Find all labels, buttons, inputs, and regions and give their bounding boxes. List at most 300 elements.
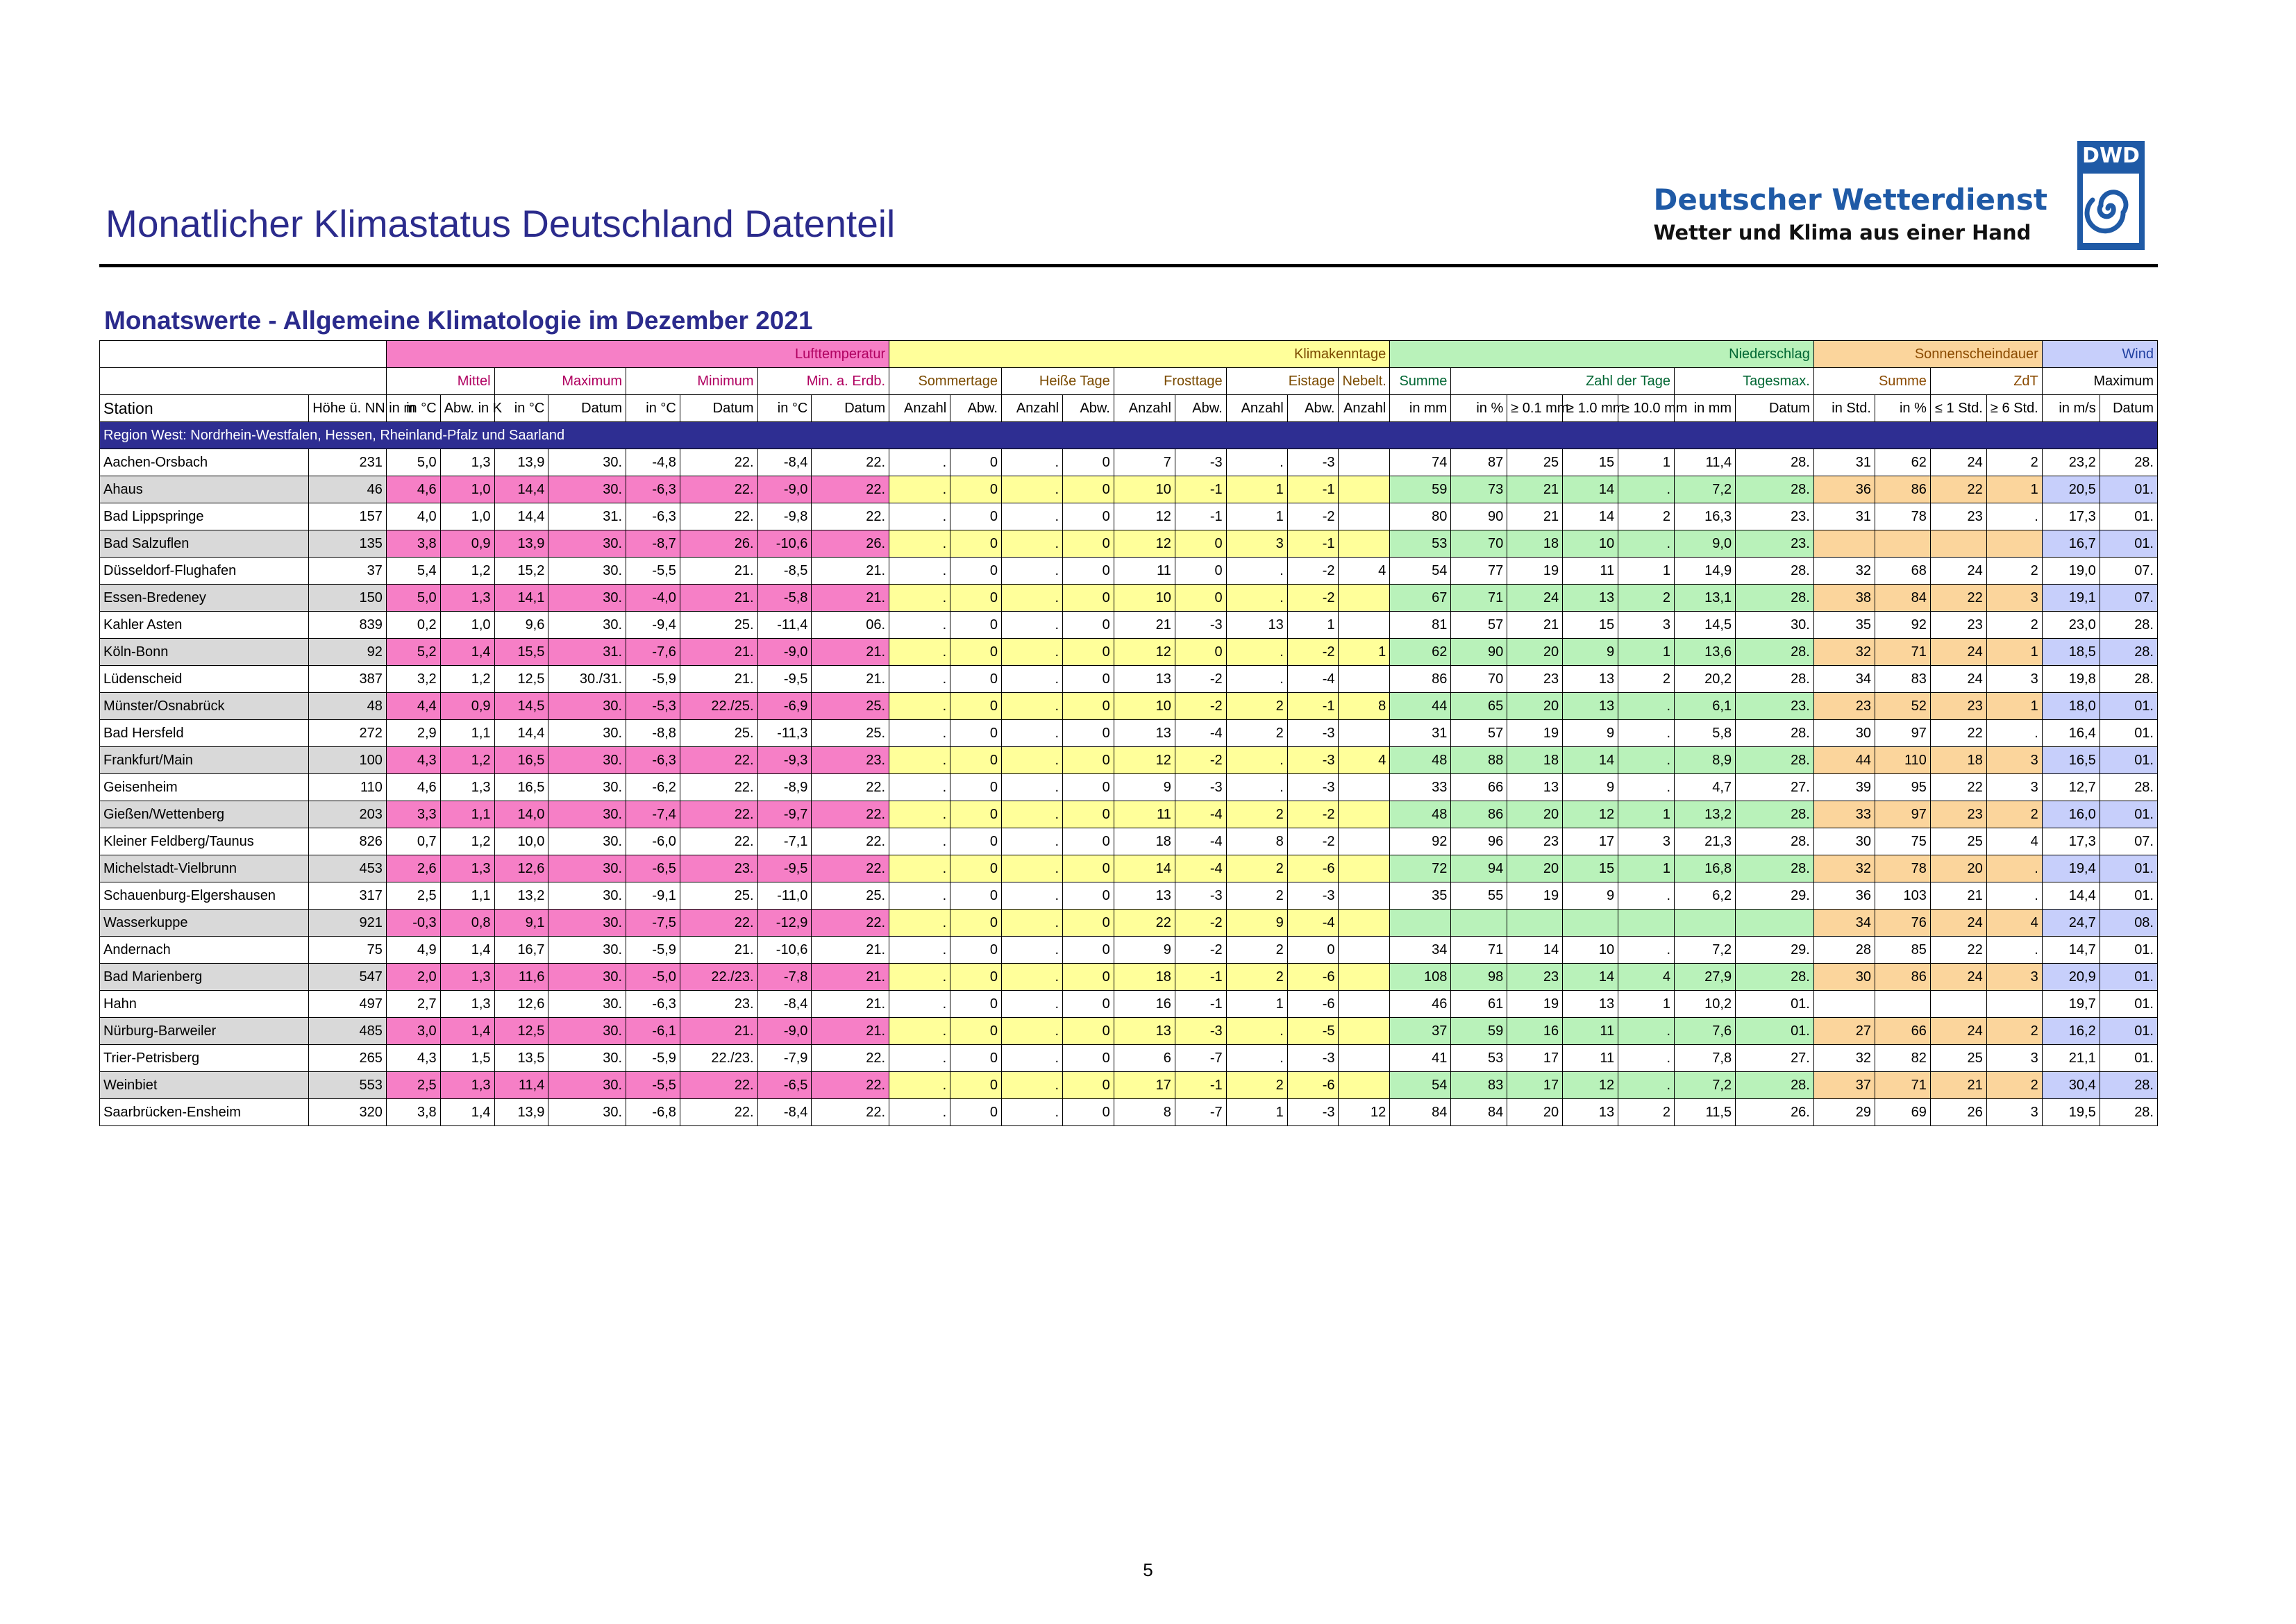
sub-mittel: Mittel xyxy=(386,368,494,395)
data-cell: 55 xyxy=(1451,882,1507,910)
data-cell: 1,0 xyxy=(440,612,494,639)
data-cell: 2 xyxy=(1226,882,1287,910)
data-cell: 28. xyxy=(1736,558,1814,585)
data-cell: 21. xyxy=(812,558,889,585)
data-cell: 18,0 xyxy=(2042,693,2100,720)
data-cell: 5,2 xyxy=(386,639,440,666)
data-cell: 3 xyxy=(1618,828,1675,855)
data-cell: 1 xyxy=(1287,612,1339,639)
data-cell: 22. xyxy=(680,774,757,801)
data-cell: 0 xyxy=(1063,910,1114,937)
data-cell: 54 xyxy=(1390,558,1451,585)
data-cell: 2 xyxy=(1986,449,2042,476)
data-cell: 20,9 xyxy=(2042,964,2100,991)
data-cell: -7,9 xyxy=(757,1045,812,1072)
data-cell: 0 xyxy=(1063,1045,1114,1072)
data-cell: 20 xyxy=(1507,693,1563,720)
data-cell: 19,5 xyxy=(2042,1099,2100,1126)
data-cell: 24 xyxy=(1930,558,1986,585)
data-cell: 14,9 xyxy=(1675,558,1736,585)
data-cell: 4,3 xyxy=(386,747,440,774)
data-cell: 13 xyxy=(1563,585,1618,612)
data-cell: 30. xyxy=(548,1045,626,1072)
data-cell: 0 xyxy=(1063,882,1114,910)
data-cell: -6,3 xyxy=(626,503,680,530)
station-name: Nürburg-Barweiler xyxy=(100,1018,309,1045)
data-cell: 19 xyxy=(1507,882,1563,910)
data-cell: 14 xyxy=(1563,476,1618,503)
station-name: Essen-Bredeney xyxy=(100,585,309,612)
data-cell: 52 xyxy=(1875,693,1930,720)
data-cell: 07. xyxy=(2100,828,2157,855)
data-cell: 28. xyxy=(1736,639,1814,666)
data-cell: . xyxy=(1001,774,1062,801)
data-cell: 1,5 xyxy=(440,1045,494,1072)
data-cell: 11,4 xyxy=(1675,449,1736,476)
data-cell: . xyxy=(1001,530,1062,558)
data-cell: 25. xyxy=(680,720,757,747)
data-cell: 30. xyxy=(548,882,626,910)
data-cell: 10 xyxy=(1114,585,1175,612)
data-cell: 23. xyxy=(680,855,757,882)
data-cell: . xyxy=(1226,666,1287,693)
data-cell: 28. xyxy=(1736,801,1814,828)
data-cell: 485 xyxy=(309,1018,387,1045)
data-cell: 25. xyxy=(812,693,889,720)
data-cell: -3 xyxy=(1287,1045,1339,1072)
table-row xyxy=(100,828,2158,855)
data-cell: 78 xyxy=(1875,855,1930,882)
sub-minimum: Minimum xyxy=(626,368,758,395)
data-cell: 11,4 xyxy=(494,1072,548,1099)
data-cell xyxy=(1930,530,1986,558)
data-cell: 90 xyxy=(1451,639,1507,666)
data-cell: -6,3 xyxy=(626,476,680,503)
data-cell: . xyxy=(1226,558,1287,585)
data-cell: -6,1 xyxy=(626,1018,680,1045)
data-cell: 14,4 xyxy=(494,476,548,503)
data-cell: 74 xyxy=(1390,449,1451,476)
data-cell: 30. xyxy=(548,747,626,774)
data-cell: 19,1 xyxy=(2042,585,2100,612)
data-cell: 3 xyxy=(1226,530,1287,558)
unit-header: in Std. xyxy=(1813,395,1875,422)
data-cell xyxy=(1986,530,2042,558)
data-cell: 38 xyxy=(1813,585,1875,612)
data-cell: -2 xyxy=(1287,801,1339,828)
data-cell: 83 xyxy=(1451,1072,1507,1099)
data-cell: 14 xyxy=(1114,855,1175,882)
data-cell: 2,5 xyxy=(386,882,440,910)
data-cell: 21 xyxy=(1507,503,1563,530)
page-number: 5 xyxy=(1143,1559,1153,1580)
data-cell: 1 xyxy=(1618,558,1675,585)
data-cell: 11,6 xyxy=(494,964,548,991)
data-cell: -9,1 xyxy=(626,882,680,910)
data-cell: -5,5 xyxy=(626,1072,680,1099)
data-cell: 11 xyxy=(1563,558,1618,585)
data-cell: 71 xyxy=(1451,937,1507,964)
data-cell: 30. xyxy=(548,612,626,639)
data-cell: 20 xyxy=(1507,1099,1563,1126)
data-cell: 11 xyxy=(1114,801,1175,828)
table-row xyxy=(100,1099,2158,1126)
data-cell: 71 xyxy=(1451,585,1507,612)
data-cell: . xyxy=(1001,855,1062,882)
data-cell: 16,5 xyxy=(2042,747,2100,774)
data-cell: 28. xyxy=(1736,476,1814,503)
data-cell: . xyxy=(889,855,950,882)
data-cell: 92 xyxy=(1875,612,1930,639)
data-cell: . xyxy=(1618,882,1675,910)
region-row xyxy=(100,422,2158,449)
data-cell: 44 xyxy=(1813,747,1875,774)
data-cell: 17 xyxy=(1563,828,1618,855)
data-cell: -3 xyxy=(1287,882,1339,910)
data-cell: 22. xyxy=(680,801,757,828)
data-cell: 231 xyxy=(309,449,387,476)
data-cell: 0 xyxy=(950,503,1002,530)
data-cell: 22. xyxy=(812,1072,889,1099)
data-cell: -2 xyxy=(1287,503,1339,530)
data-cell: 23,2 xyxy=(2042,449,2100,476)
data-cell: -2 xyxy=(1287,639,1339,666)
data-cell: 12 xyxy=(1114,530,1175,558)
data-cell: 8 xyxy=(1226,828,1287,855)
data-cell: 1,1 xyxy=(440,720,494,747)
data-cell: 0,9 xyxy=(440,530,494,558)
data-cell: . xyxy=(1001,476,1062,503)
data-cell: 12 xyxy=(1114,639,1175,666)
data-cell: 0 xyxy=(1063,855,1114,882)
data-cell: 30. xyxy=(548,476,626,503)
data-cell: 16,4 xyxy=(2042,720,2100,747)
data-cell: 1 xyxy=(1618,991,1675,1018)
data-cell: 30. xyxy=(1736,612,1814,639)
data-cell: -6,8 xyxy=(626,1099,680,1126)
data-cell: 30. xyxy=(548,774,626,801)
data-cell: . xyxy=(1986,503,2042,530)
data-cell: -4,0 xyxy=(626,585,680,612)
data-cell: . xyxy=(889,666,950,693)
data-cell: 31 xyxy=(1390,720,1451,747)
data-cell xyxy=(1339,855,1390,882)
data-cell: 0 xyxy=(950,1045,1002,1072)
data-cell: 21. xyxy=(812,639,889,666)
data-cell: 01. xyxy=(2100,693,2157,720)
data-cell: 17,3 xyxy=(2042,503,2100,530)
data-cell: 13 xyxy=(1507,774,1563,801)
data-cell: -5,9 xyxy=(626,666,680,693)
data-cell: . xyxy=(1226,747,1287,774)
data-cell: 30. xyxy=(548,530,626,558)
data-cell xyxy=(1339,666,1390,693)
unit-header: Abw. xyxy=(1287,395,1339,422)
data-cell: -3 xyxy=(1175,1018,1226,1045)
data-cell: . xyxy=(1001,937,1062,964)
data-cell: -1 xyxy=(1287,693,1339,720)
data-cell: 7,2 xyxy=(1675,1072,1736,1099)
station-name: Bad Marienberg xyxy=(100,964,309,991)
data-cell: 46 xyxy=(1390,991,1451,1018)
data-cell: 31. xyxy=(548,503,626,530)
data-cell: 24 xyxy=(1930,449,1986,476)
station-name: Trier-Petrisberg xyxy=(100,1045,309,1072)
data-cell: 23,0 xyxy=(2042,612,2100,639)
unit-header: Datum xyxy=(680,395,757,422)
data-cell: 86 xyxy=(1875,476,1930,503)
data-cell: . xyxy=(1001,693,1062,720)
data-cell: 17 xyxy=(1507,1045,1563,1072)
data-cell: . xyxy=(1001,1018,1062,1045)
data-cell: -6 xyxy=(1287,964,1339,991)
data-cell: 82 xyxy=(1875,1045,1930,1072)
unit-header: Datum xyxy=(812,395,889,422)
data-cell: 0 xyxy=(950,991,1002,1018)
data-cell: 20 xyxy=(1930,855,1986,882)
data-cell: 2 xyxy=(1986,558,2042,585)
data-cell: 21. xyxy=(812,1018,889,1045)
data-cell: 4 xyxy=(1986,828,2042,855)
data-cell: 1 xyxy=(1986,476,2042,503)
data-cell: 11,5 xyxy=(1675,1099,1736,1126)
data-cell: 28. xyxy=(1736,666,1814,693)
data-cell: 26. xyxy=(1736,1099,1814,1126)
data-cell: -3 xyxy=(1287,720,1339,747)
data-cell: 16,2 xyxy=(2042,1018,2100,1045)
data-cell: 2 xyxy=(1618,1099,1675,1126)
data-cell: 01. xyxy=(2100,530,2157,558)
station-name: Ahaus xyxy=(100,476,309,503)
data-cell: 30. xyxy=(548,937,626,964)
data-cell: 12 xyxy=(1114,503,1175,530)
data-cell: 39 xyxy=(1813,774,1875,801)
data-cell: 28. xyxy=(1736,585,1814,612)
data-cell: 44 xyxy=(1390,693,1451,720)
data-cell: 35 xyxy=(1813,612,1875,639)
data-cell: 13 xyxy=(1563,991,1618,1018)
data-cell: 46 xyxy=(309,476,387,503)
data-cell: 4 xyxy=(1339,558,1390,585)
data-cell: 22. xyxy=(812,476,889,503)
data-cell: 15,2 xyxy=(494,558,548,585)
data-cell: 22. xyxy=(680,910,757,937)
data-cell: -9,4 xyxy=(626,612,680,639)
data-cell: 20 xyxy=(1507,801,1563,828)
data-cell: -1 xyxy=(1175,476,1226,503)
data-cell: 0 xyxy=(1063,585,1114,612)
data-cell: 103 xyxy=(1875,882,1930,910)
data-cell: 59 xyxy=(1451,1018,1507,1045)
data-cell: 13,6 xyxy=(1675,639,1736,666)
data-cell: 29. xyxy=(1736,937,1814,964)
data-cell: 0,8 xyxy=(440,910,494,937)
unit-header: Anzahl xyxy=(1339,395,1390,422)
data-cell: -5,9 xyxy=(626,937,680,964)
data-cell: 48 xyxy=(309,693,387,720)
data-cell: 21. xyxy=(680,666,757,693)
data-cell: 01. xyxy=(2100,476,2157,503)
data-cell: 17 xyxy=(1114,1072,1175,1099)
data-cell: 0 xyxy=(950,964,1002,991)
data-cell: -6,3 xyxy=(626,991,680,1018)
data-cell xyxy=(1390,910,1451,937)
data-cell: 5,0 xyxy=(386,449,440,476)
data-cell: 0 xyxy=(950,449,1002,476)
data-cell: 24,7 xyxy=(2042,910,2100,937)
data-cell: -9,0 xyxy=(757,1018,812,1045)
unit-header: in mm xyxy=(1390,395,1451,422)
data-cell: . xyxy=(889,639,950,666)
table-subtitle: Monatswerte - Allgemeine Klimatologie im Dezember 2021 xyxy=(104,306,813,335)
data-cell: . xyxy=(1226,585,1287,612)
table-row xyxy=(100,801,2158,828)
data-cell: 2 xyxy=(1226,964,1287,991)
data-cell: -6,2 xyxy=(626,774,680,801)
data-cell: 0 xyxy=(950,855,1002,882)
data-cell: 3 xyxy=(1986,666,2042,693)
data-cell: -3 xyxy=(1175,612,1226,639)
data-cell: . xyxy=(1001,828,1062,855)
unit-header: in °C xyxy=(386,395,440,422)
data-cell: 34 xyxy=(1813,910,1875,937)
data-cell: 94 xyxy=(1451,855,1507,882)
data-cell xyxy=(1339,774,1390,801)
data-cell: 0 xyxy=(950,910,1002,937)
data-cell: 0 xyxy=(1063,828,1114,855)
data-cell: 7,6 xyxy=(1675,1018,1736,1045)
data-cell: 25 xyxy=(1507,449,1563,476)
data-cell: 0 xyxy=(1063,1072,1114,1099)
data-cell: 28. xyxy=(1736,964,1814,991)
data-cell: . xyxy=(1001,747,1062,774)
data-cell: -10,6 xyxy=(757,530,812,558)
data-cell: 14 xyxy=(1563,747,1618,774)
page-title: Monatlicher Klimastatus Deutschland Datenteil xyxy=(106,202,896,245)
data-cell: 23. xyxy=(812,747,889,774)
data-cell: -6,5 xyxy=(626,855,680,882)
unit-header: in mm xyxy=(1675,395,1736,422)
data-cell xyxy=(1339,720,1390,747)
data-cell: 01. xyxy=(2100,1018,2157,1045)
data-cell: . xyxy=(1618,774,1675,801)
data-cell: 59 xyxy=(1390,476,1451,503)
data-cell: . xyxy=(889,530,950,558)
data-cell: 78 xyxy=(1875,503,1930,530)
data-cell: 32 xyxy=(1813,558,1875,585)
data-cell: . xyxy=(889,1045,950,1072)
data-cell: 0 xyxy=(950,774,1002,801)
data-cell: 30 xyxy=(1813,720,1875,747)
data-cell: 2 xyxy=(1618,585,1675,612)
data-cell: 85 xyxy=(1875,937,1930,964)
data-cell: -3 xyxy=(1287,747,1339,774)
data-cell: 21. xyxy=(812,937,889,964)
data-cell: 07. xyxy=(2100,558,2157,585)
data-cell: 4 xyxy=(1339,747,1390,774)
data-cell: 18,5 xyxy=(2042,639,2100,666)
station-name: Aachen-Orsbach xyxy=(100,449,309,476)
data-cell: -8,9 xyxy=(757,774,812,801)
data-cell: 150 xyxy=(309,585,387,612)
data-cell: 23 xyxy=(1930,503,1986,530)
data-cell: 12,5 xyxy=(494,666,548,693)
data-cell: 23. xyxy=(1736,693,1814,720)
data-cell: 14 xyxy=(1563,503,1618,530)
data-cell: -11,0 xyxy=(757,882,812,910)
data-cell: 27 xyxy=(1813,1018,1875,1045)
data-cell: 22. xyxy=(812,910,889,937)
data-cell xyxy=(1339,828,1390,855)
data-cell: 0 xyxy=(1063,937,1114,964)
data-cell: -5,8 xyxy=(757,585,812,612)
data-cell: -3 xyxy=(1287,1099,1339,1126)
table-row xyxy=(100,855,2158,882)
data-cell: 31 xyxy=(1813,449,1875,476)
unit-header: ≥ 1.0 mm xyxy=(1563,395,1618,422)
data-cell: 19 xyxy=(1507,720,1563,747)
data-cell: 3 xyxy=(1986,585,2042,612)
data-cell: 203 xyxy=(309,801,387,828)
data-cell: 2 xyxy=(1226,693,1287,720)
data-cell: 1,1 xyxy=(440,801,494,828)
unit-header: ≤ 1 Std. xyxy=(1930,395,1986,422)
data-cell: 2 xyxy=(1226,801,1287,828)
data-cell: 6,1 xyxy=(1675,693,1736,720)
data-cell: 0 xyxy=(950,639,1002,666)
data-cell: -6,0 xyxy=(626,828,680,855)
data-cell: 1,3 xyxy=(440,1072,494,1099)
data-cell: 2 xyxy=(1986,1018,2042,1045)
station-name: Kleiner Feldberg/Taunus xyxy=(100,828,309,855)
group-wind: Wind xyxy=(2042,341,2157,368)
data-cell: . xyxy=(1001,1099,1062,1126)
data-cell: 0 xyxy=(950,1099,1002,1126)
data-cell: 10 xyxy=(1114,693,1175,720)
data-cell: -8,5 xyxy=(757,558,812,585)
data-cell: 23. xyxy=(1736,530,1814,558)
data-cell: 22. xyxy=(812,801,889,828)
data-cell: -2 xyxy=(1175,937,1226,964)
data-cell: 3 xyxy=(1986,747,2042,774)
data-cell: -6,3 xyxy=(626,747,680,774)
data-cell: 14,5 xyxy=(494,693,548,720)
data-cell: 13,9 xyxy=(494,530,548,558)
data-cell: 0 xyxy=(1175,558,1226,585)
header-blank xyxy=(100,341,387,368)
data-cell: 1,4 xyxy=(440,639,494,666)
station-name: Andernach xyxy=(100,937,309,964)
data-cell: -2 xyxy=(1287,585,1339,612)
data-cell: 20 xyxy=(1507,855,1563,882)
data-cell: 3,8 xyxy=(386,1099,440,1126)
data-cell: 13 xyxy=(1563,693,1618,720)
data-cell: -1 xyxy=(1175,991,1226,1018)
data-cell: 12,7 xyxy=(2042,774,2100,801)
data-cell xyxy=(1339,991,1390,1018)
data-cell: 265 xyxy=(309,1045,387,1072)
unit-header: in m/s xyxy=(2042,395,2100,422)
data-cell: 01. xyxy=(2100,801,2157,828)
data-cell: . xyxy=(1001,991,1062,1018)
data-cell: 86 xyxy=(1390,666,1451,693)
data-cell: 2 xyxy=(1986,1072,2042,1099)
data-cell: 1,3 xyxy=(440,449,494,476)
data-cell: 1,0 xyxy=(440,503,494,530)
data-cell: 22./25. xyxy=(680,693,757,720)
data-cell: . xyxy=(889,449,950,476)
table-row xyxy=(100,774,2158,801)
